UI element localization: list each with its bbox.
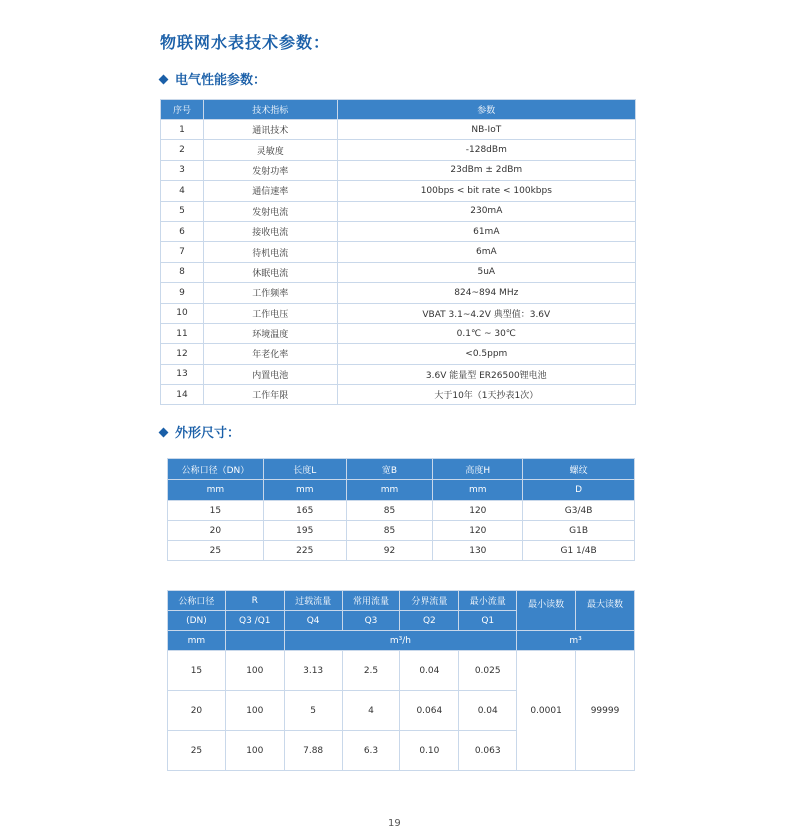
header-cell: Q2 [400,611,459,631]
header-cell: Q3 /Q1 [225,611,284,631]
header-cell: 长度L [263,459,346,480]
table-row [168,541,635,561]
table-cell: 0.063 [459,731,517,771]
table-cell: 4 [161,181,204,201]
max-reading-cell: 99999 [576,651,635,771]
section-electrical-label: 电气性能参数： [175,73,267,88]
table-cell: 3 [161,160,204,180]
table-row [161,323,636,343]
table-cell: 工作频率 [203,283,337,303]
table-cell: 年老化率 [203,344,337,364]
table-cell: 工作电压 [203,303,337,323]
page-number: 19 [388,818,401,829]
table-cell: 11 [161,323,204,343]
table-cell: 1 [161,120,204,140]
table-cell: 5uA [337,262,635,282]
table-cell: -128dBm [337,140,635,160]
table-row [161,262,636,282]
table-cell: 发射电流 [203,201,337,221]
header-cell: 最小流量 [459,591,517,611]
table-row [161,140,636,160]
table-cell: 3.13 [284,651,342,691]
header-cell: 高度H [433,459,523,480]
min-reading-cell: 0.0001 [517,651,576,771]
section-dimensions-label: 外形尺寸： [175,426,241,441]
table-cell: 内置电池 [203,364,337,384]
dimensions-table [167,458,635,561]
table-cell: 4 [342,691,400,731]
table-cell: VBAT 3.1~4.2V 典型值：3.6V [337,303,635,323]
table-header-row [161,100,636,120]
table-cell: 灵敏度 [203,140,337,160]
table-row [161,201,636,221]
table-cell: 100bps < bit rate < 100kbps [337,181,635,201]
table-cell: NB-IoT [337,120,635,140]
table-row [161,283,636,303]
table-cell: 6.3 [342,731,400,771]
page-title: 物联网水表技术参数： [160,33,331,52]
table-row [161,364,636,384]
table-cell: 130 [433,541,523,561]
header-cell: 常用流量 [342,591,400,611]
unit-cell: mm [168,480,264,501]
table-row [168,651,635,691]
electrical-params-table [160,99,636,405]
table-cell: 0.04 [459,691,517,731]
table-cell: 165 [263,501,346,521]
table-cell: 12 [161,344,204,364]
table-cell: 230mA [337,201,635,221]
table-cell: 8 [161,262,204,282]
table-cell: 9 [161,283,204,303]
table-cell: 0.025 [459,651,517,691]
table-cell: 14 [161,385,204,405]
table-cell: 5 [161,201,204,221]
header-cell: 过载流量 [284,591,342,611]
table-cell: 休眠电流 [203,262,337,282]
table-units-row [168,480,635,501]
table-cell: 92 [346,541,433,561]
table-cell: G1 1/4B [523,541,635,561]
header-cell: 最大读数 [576,591,635,631]
table-cell: 大于10年（1天抄表1次） [337,385,635,405]
unit-cell-flow: m³/h [284,631,516,651]
header-cell: Q1 [459,611,517,631]
table-cell: 824~894 MHz [337,283,635,303]
table-header-row [168,591,635,611]
table-cell: 2.5 [342,651,400,691]
table-cell: 23dBm ± 2dBm [337,160,635,180]
table-cell: 195 [263,521,346,541]
table-row [161,160,636,180]
table-row [168,521,635,541]
table-cell: 3.6V 能量型 ER26500锂电池 [337,364,635,384]
table-cell: 85 [346,501,433,521]
table-row [161,242,636,262]
diamond-bullet-icon [159,428,169,438]
table-cell: 15 [168,651,226,691]
table-row [161,385,636,405]
header-cell: 最小读数 [517,591,576,631]
table-cell: 5 [284,691,342,731]
table-cell: G3/4B [523,501,635,521]
unit-cell: mm [346,480,433,501]
header-cell: 公称口径 [168,591,226,611]
table-cell: 120 [433,521,523,541]
table-cell: 85 [346,521,433,541]
table-cell: 通信速率 [203,181,337,201]
section-dimensions [160,422,240,441]
table-cell: 0.10 [400,731,459,771]
table-cell: 61mA [337,221,635,241]
table-units-row [168,631,635,651]
table-cell: 0.1℃ ~ 30℃ [337,323,635,343]
table-cell: 通讯技术 [203,120,337,140]
table-header-row [168,459,635,480]
table-cell: 25 [168,731,226,771]
table-cell: 接收电流 [203,221,337,241]
table-cell: 13 [161,364,204,384]
table-cell: 7 [161,242,204,262]
table-cell: 2 [161,140,204,160]
table-cell: <0.5ppm [337,344,635,364]
table-cell: 20 [168,691,226,731]
table-cell: 待机电流 [203,242,337,262]
table-cell: 7.88 [284,731,342,771]
unit-cell: mm [433,480,523,501]
section-electrical [160,69,266,88]
table-cell: 20 [168,521,264,541]
table-cell: 6mA [337,242,635,262]
header-cell: (DN) [168,611,226,631]
header-cell: 公称口径（DN） [168,459,264,480]
header-cell: Q4 [284,611,342,631]
table-cell: 100 [225,691,284,731]
table-row [161,181,636,201]
header-cell: 参数 [337,100,635,120]
unit-cell: mm [168,631,226,651]
unit-cell: mm [263,480,346,501]
table-cell: 发射功率 [203,160,337,180]
diamond-bullet-icon [159,75,169,85]
unit-cell [225,631,284,651]
table-cell: 6 [161,221,204,241]
header-cell: Q3 [342,611,400,631]
unit-cell-reading: m³ [517,631,635,651]
table-cell: 225 [263,541,346,561]
table-row [168,501,635,521]
header-cell: R [225,591,284,611]
table-cell: 120 [433,501,523,521]
table-cell: 环境温度 [203,323,337,343]
header-cell: 宽B [346,459,433,480]
table-cell: 15 [168,501,264,521]
table-cell: 10 [161,303,204,323]
table-row [161,120,636,140]
table-cell: 100 [225,651,284,691]
table-row [161,303,636,323]
table-cell: 工作年限 [203,385,337,405]
unit-cell: D [523,480,635,501]
header-cell: 螺纹 [523,459,635,480]
table-row [161,344,636,364]
table-cell: G1B [523,521,635,541]
table-cell: 0.04 [400,651,459,691]
table-cell: 100 [225,731,284,771]
flow-params-table [167,590,635,771]
table-cell: 25 [168,541,264,561]
header-cell: 分界流量 [400,591,459,611]
table-row [161,221,636,241]
header-cell: 序号 [161,100,204,120]
table-cell: 0.064 [400,691,459,731]
header-cell: 技术指标 [203,100,337,120]
